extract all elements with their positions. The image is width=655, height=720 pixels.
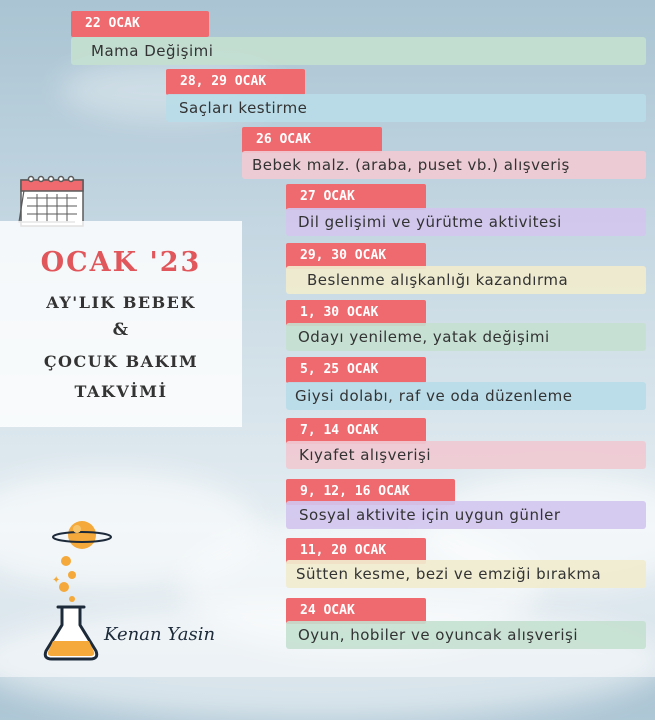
planet-icon [52,515,114,555]
flask-icon [38,555,104,665]
panel-subtitle-1: AY'LIK BEBEK [46,293,196,312]
event-bar: Oyun, hobiler ve oyuncak alışverişi [286,621,646,649]
event-bar: Dil gelişimi ve yürütme aktivitesi [286,208,646,236]
date-tag: 29, 30 OCAK [286,243,426,269]
event-bar: Saçları kestirme [166,94,646,122]
date-tag: 1, 30 OCAK [286,300,426,326]
date-tag: 26 OCAK [242,127,382,153]
event-bar: Kıyafet alışverişi [286,441,646,469]
date-tag: 5, 25 OCAK [286,357,426,383]
date-tag: 27 OCAK [286,184,426,210]
event-bar: Giysi dolabı, raf ve oda düzenleme [286,382,646,410]
signature: Kenan Yasin [104,624,216,645]
svg-text:✦: ✦ [52,575,61,586]
date-tag: 7, 14 OCAK [286,418,426,444]
calendar-icon [15,170,91,228]
panel-subtitle-3: ÇOCUK BAKIM [43,352,199,371]
event-bar: Bebek malz. (araba, puset vb.) alışveriş [242,151,646,179]
event-bar: Mama Değişimi [71,37,646,65]
date-tag: 9, 12, 16 OCAK [286,479,455,505]
event-bar: Sütten kesme, bezi ve emziği bırakma [286,560,646,588]
date-tag: 24 OCAK [286,598,426,624]
title-panel [0,221,242,427]
date-tag: 28, 29 OCAK [166,69,305,95]
panel-subtitle-4: TAKVİMİ [74,382,168,401]
event-bar: Odayı yenileme, yatak değişimi [286,323,646,351]
date-tag: 11, 20 OCAK [286,538,426,564]
panel-title: OCAK '23 [40,247,202,278]
date-tag: 22 OCAK [71,11,209,37]
event-bar: Beslenme alışkanlığı kazandırma [286,266,646,294]
event-bar: Sosyal aktivite için uygun günler [286,501,646,529]
panel-subtitle-2: & [112,320,130,340]
